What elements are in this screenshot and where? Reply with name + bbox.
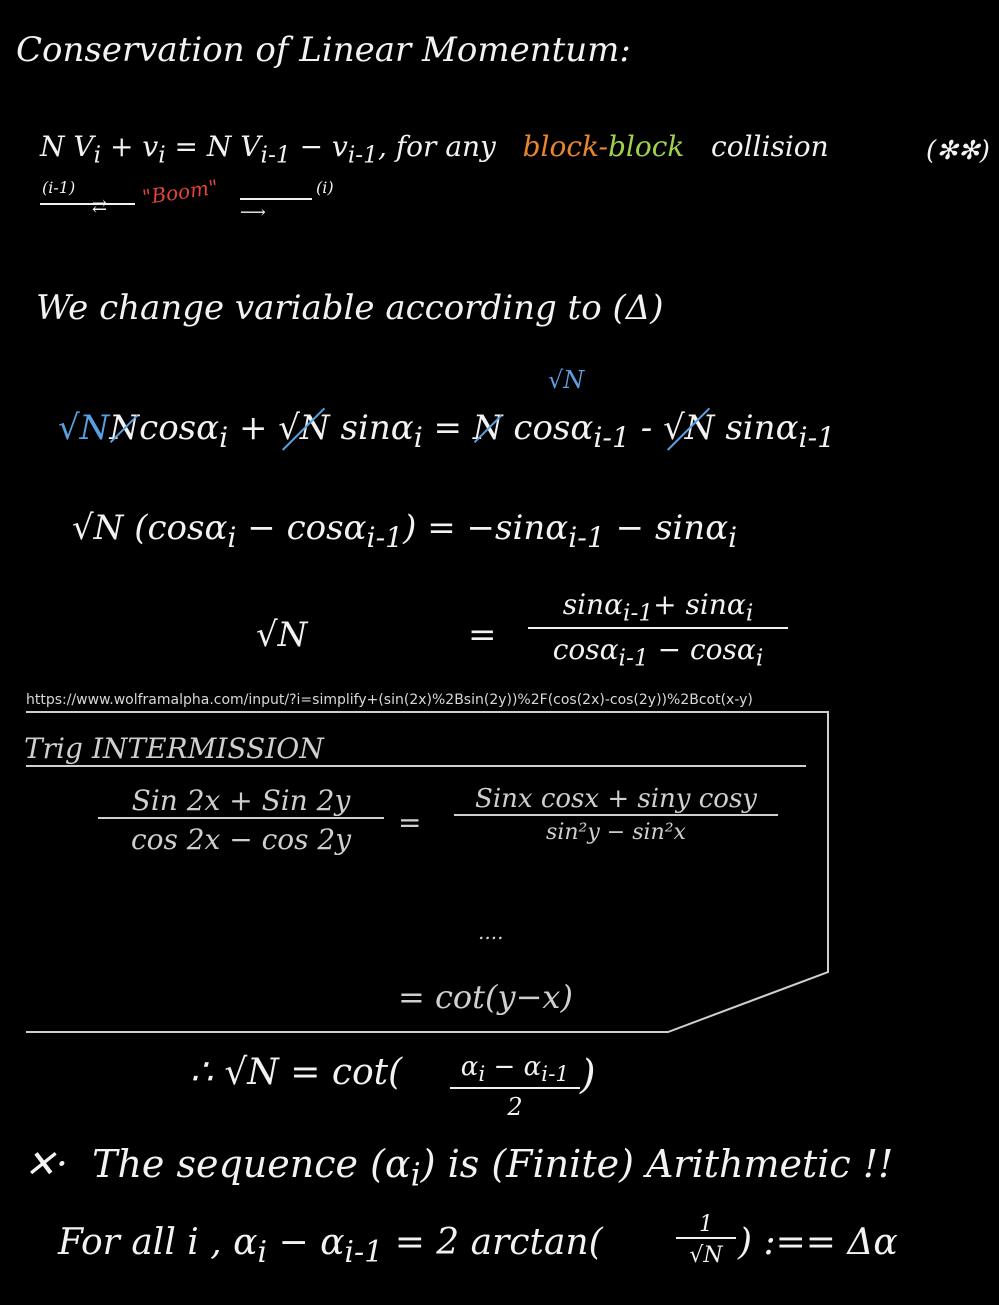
row3-num-s2: i bbox=[745, 598, 754, 627]
cos-term-2-sub: i-1 bbox=[593, 420, 630, 454]
row3-num-s1: i-1 bbox=[622, 598, 654, 627]
row3-den-s1: i-1 bbox=[618, 643, 649, 672]
crossed-N-2: N bbox=[472, 408, 503, 448]
row2-mid: − cosα bbox=[236, 508, 367, 548]
arith-text: The sequence (α bbox=[92, 1142, 411, 1186]
sqrtN-blue-annotation: √N bbox=[548, 366, 585, 394]
sin-term-2: sinα bbox=[725, 408, 799, 448]
block-word-2: block bbox=[607, 130, 685, 163]
underline-left bbox=[40, 203, 135, 205]
direction-left-label: (i-1) bbox=[42, 178, 76, 197]
trig-result: = cot(y−x) bbox=[398, 978, 573, 1016]
arrow-left-icon: ⇄ bbox=[92, 196, 108, 217]
equals-1: = bbox=[422, 408, 473, 448]
arrow-right-icon: ⟶ bbox=[240, 202, 266, 223]
trig-lhs-num: Sin 2x + Sin 2y bbox=[131, 784, 351, 817]
eq1-for-any: , for any bbox=[378, 130, 496, 163]
cross-mark-icon: ✕· bbox=[24, 1142, 68, 1186]
therefore-num bbox=[450, 1052, 580, 1087]
trig-lhs-fraction bbox=[98, 784, 384, 856]
sqrtN-blue-1: √N bbox=[58, 408, 110, 448]
block-word-1: block bbox=[522, 130, 599, 163]
trig-rhs-num: Sinx cosx + siny cosy bbox=[475, 784, 757, 814]
row3-num-b: + sinα bbox=[653, 588, 746, 621]
plus-1: + bbox=[228, 408, 279, 448]
row2-close: ) = −sinα bbox=[403, 508, 569, 548]
crossed-sqrtN-1: √N bbox=[278, 408, 330, 448]
therefore-fraction bbox=[450, 1052, 580, 1121]
row3-lhs: √N bbox=[256, 615, 308, 655]
final-statement bbox=[58, 1222, 603, 1270]
row3-num-a: sinα bbox=[562, 588, 623, 621]
final-den: √N bbox=[676, 1237, 736, 1268]
equation-tag: (✻✻) bbox=[926, 136, 990, 166]
row3-numerator bbox=[528, 588, 788, 627]
therefore-num-b: − α bbox=[485, 1052, 542, 1082]
final-eq: = 2 arctan( bbox=[383, 1222, 603, 1263]
eq1-lhs: N V bbox=[40, 130, 94, 163]
eq1-eq: = N V bbox=[165, 130, 261, 163]
final-lead: For all i , α bbox=[58, 1222, 258, 1263]
eq1-lhs-sub: i bbox=[93, 140, 102, 169]
row3-den-s2: i bbox=[755, 643, 764, 672]
trig-dots: .... bbox=[478, 920, 504, 944]
sin-term-1: sinα bbox=[340, 408, 414, 448]
row3-den-a: cosα bbox=[552, 632, 619, 666]
row2-s4: i bbox=[728, 520, 738, 554]
therefore-den: 2 bbox=[450, 1087, 580, 1121]
cos-term-1: cosα bbox=[139, 408, 220, 448]
collision-word: collision bbox=[711, 130, 829, 163]
sin-term-2-sub: i-1 bbox=[798, 420, 836, 454]
row3-denominator bbox=[528, 627, 788, 672]
trig-lhs-den: cos 2x − cos 2y bbox=[98, 817, 384, 856]
minus-1: - bbox=[630, 408, 664, 448]
substitution-row-2 bbox=[72, 508, 737, 554]
row3-equals: = bbox=[468, 615, 497, 655]
therefore-num-s2: i-1 bbox=[541, 1062, 570, 1088]
final-fraction bbox=[676, 1212, 736, 1268]
therefore-lead: ∴ √N = cot( bbox=[190, 1052, 403, 1093]
eq1-minus: − v bbox=[290, 130, 348, 163]
change-variable-text: We change variable according to (Δ) bbox=[36, 288, 664, 328]
row3-den-b: − cosα bbox=[648, 632, 756, 666]
final-num: 1 bbox=[699, 1212, 713, 1237]
crossed-sqrtN-2: √N bbox=[663, 408, 715, 448]
arithmetic-statement bbox=[24, 1142, 893, 1194]
eq1-eq-sub: i-1 bbox=[260, 140, 291, 169]
arrow-right-line bbox=[240, 198, 312, 200]
final-close: ) :== Δα bbox=[738, 1222, 898, 1263]
cos-term-1-sub: i bbox=[219, 420, 229, 454]
row2-s2: i-1 bbox=[366, 520, 404, 554]
row2-lhs: √N (cosα bbox=[72, 508, 228, 548]
row3-fraction bbox=[528, 588, 788, 671]
direction-right-label: (i) bbox=[316, 178, 334, 197]
sin-term-1-sub: i bbox=[413, 420, 423, 454]
therefore-num-s1: i bbox=[478, 1062, 486, 1088]
page-title: Conservation of Linear Momentum: bbox=[16, 30, 631, 70]
final-s1: i bbox=[257, 1235, 268, 1271]
therefore-line bbox=[190, 1052, 402, 1093]
row2-s3: i-1 bbox=[568, 520, 605, 554]
final-s2: i-1 bbox=[344, 1235, 384, 1271]
momentum-equation bbox=[40, 130, 829, 169]
boom-label: "Boom" bbox=[140, 174, 220, 210]
wolfram-link[interactable]: https://www.wolframalpha.com/input/?i=simplify+(sin(2x)%2Bsin(2y))%2F(cos(2x)-cos(2y))%2Bcot(x-y) bbox=[26, 692, 753, 708]
trig-equals: = bbox=[398, 806, 422, 839]
trig-rhs-den: sin²y − sin²x bbox=[454, 814, 778, 845]
therefore-num-a: α bbox=[460, 1052, 479, 1082]
row2-tail: − sinα bbox=[604, 508, 729, 548]
therefore-close: ) bbox=[580, 1052, 596, 1098]
row2-s1: i bbox=[227, 520, 237, 554]
block-dash: - bbox=[598, 130, 608, 163]
eq1-plus: + v bbox=[101, 130, 159, 163]
substitution-row-1 bbox=[58, 408, 835, 454]
final-mid: − α bbox=[267, 1222, 345, 1263]
crossed-N-1: N bbox=[109, 408, 140, 448]
arith-rest: ) is (Finite) Arithmetic !! bbox=[420, 1142, 894, 1186]
eq1-plus-sub: i bbox=[158, 140, 166, 169]
arith-sub: i bbox=[410, 1157, 421, 1194]
cos-term-2: cosα bbox=[513, 408, 594, 448]
trig-rhs-fraction bbox=[454, 784, 778, 845]
intermission-title: Trig INTERMISSION bbox=[24, 732, 324, 765]
eq1-minus-sub: i-1 bbox=[347, 140, 379, 169]
